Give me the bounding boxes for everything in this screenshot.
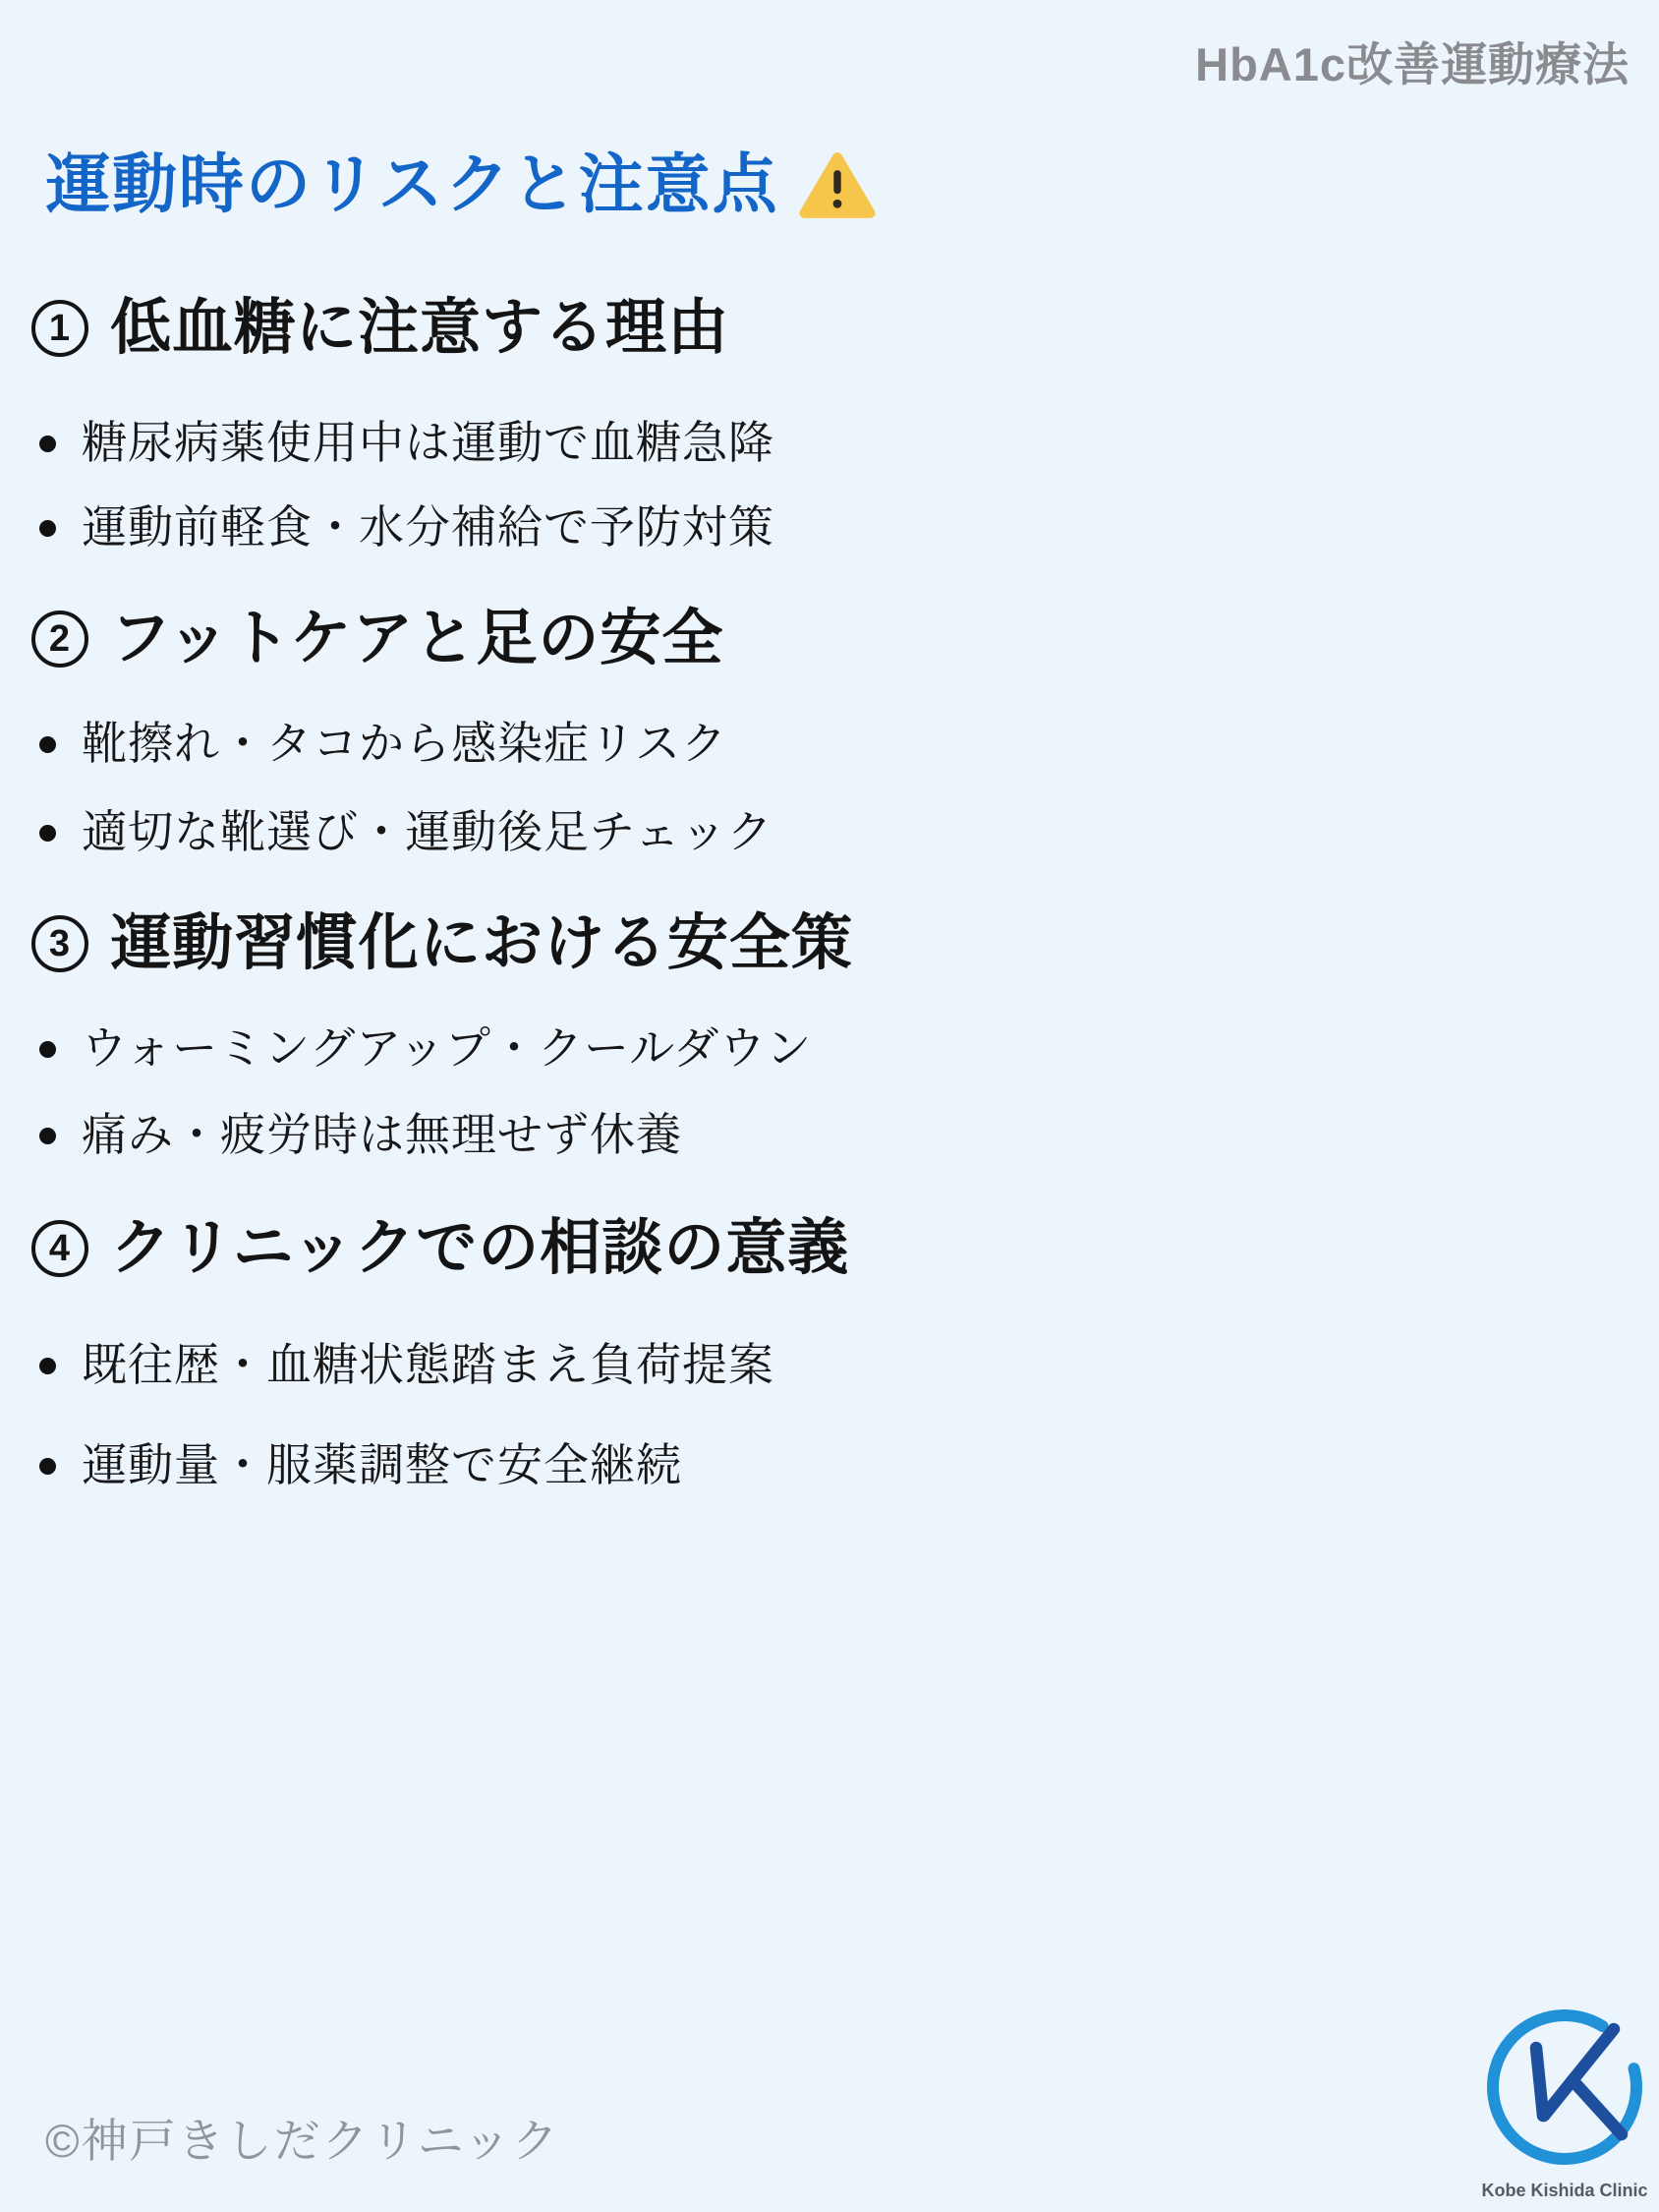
bullet-dot-icon <box>39 825 56 842</box>
logo-caption: Kobe Kishida Clinic <box>1482 2181 1647 2200</box>
clinic-logo <box>1482 2009 1647 2208</box>
bullet-text: 適切な靴選び・運動後足チェック <box>82 806 773 857</box>
copyright-text: ©神戸きしだクリニック <box>45 2115 560 2167</box>
section-heading-3 <box>31 910 853 977</box>
list-item <box>39 1022 812 1075</box>
circled-number-4: 4 <box>31 1220 88 1277</box>
section-heading-1-text: 低血糖に注意する理由 <box>110 294 730 362</box>
section-heading-4-text: クリニックでの相談の意義 <box>110 1214 850 1282</box>
bullet-text: 既往歴・血糖状態踏まえ負荷提案 <box>82 1339 774 1390</box>
bullet-dot-icon <box>39 436 56 452</box>
list-item <box>39 417 774 469</box>
list-item <box>39 806 773 858</box>
list-item <box>39 1439 682 1491</box>
circled-number-1: 1 <box>31 300 88 357</box>
page-title <box>45 148 876 221</box>
section-heading-2-text: フットケアと足の安全 <box>110 605 724 672</box>
bullet-dot-icon <box>39 1041 56 1058</box>
section-heading-1 <box>31 295 729 362</box>
bullet-dot-icon <box>39 1128 56 1144</box>
bullet-dot-icon <box>39 1458 56 1475</box>
bullet-dot-icon <box>39 520 56 537</box>
bullet-dot-icon <box>39 736 56 753</box>
bullet-text: 糖尿病薬使用中は運動で血糖急降 <box>82 417 774 468</box>
section-heading-2 <box>31 606 723 672</box>
bullet-dot-icon <box>39 1358 56 1374</box>
bullet-text: 運動前軽食・水分補給で予防対策 <box>82 501 774 553</box>
list-item <box>39 1339 774 1391</box>
page-title-text: 運動時のリスクと注意点 <box>45 147 779 221</box>
list-item <box>39 1109 682 1161</box>
warning-triangle-icon <box>799 150 876 221</box>
bullet-text: ウォーミングアップ・クールダウン <box>82 1022 813 1074</box>
list-item <box>39 718 727 770</box>
circled-number-2: 2 <box>31 611 88 668</box>
header-brand: HbA1c改善運動療法 <box>1195 38 1630 90</box>
section-heading-4 <box>31 1215 849 1282</box>
circled-number-3: 3 <box>31 915 88 972</box>
list-item <box>39 501 774 553</box>
bullet-text: 運動量・服薬調整で安全継続 <box>82 1439 682 1490</box>
section-heading-3-text: 運動習慣化における安全策 <box>110 909 854 977</box>
bullet-text: 痛み・疲労時は無理せず休養 <box>82 1109 682 1160</box>
logo-k-icon <box>1536 2029 1622 2134</box>
bullet-text: 靴擦れ・タコから感染症リスク <box>82 718 728 769</box>
